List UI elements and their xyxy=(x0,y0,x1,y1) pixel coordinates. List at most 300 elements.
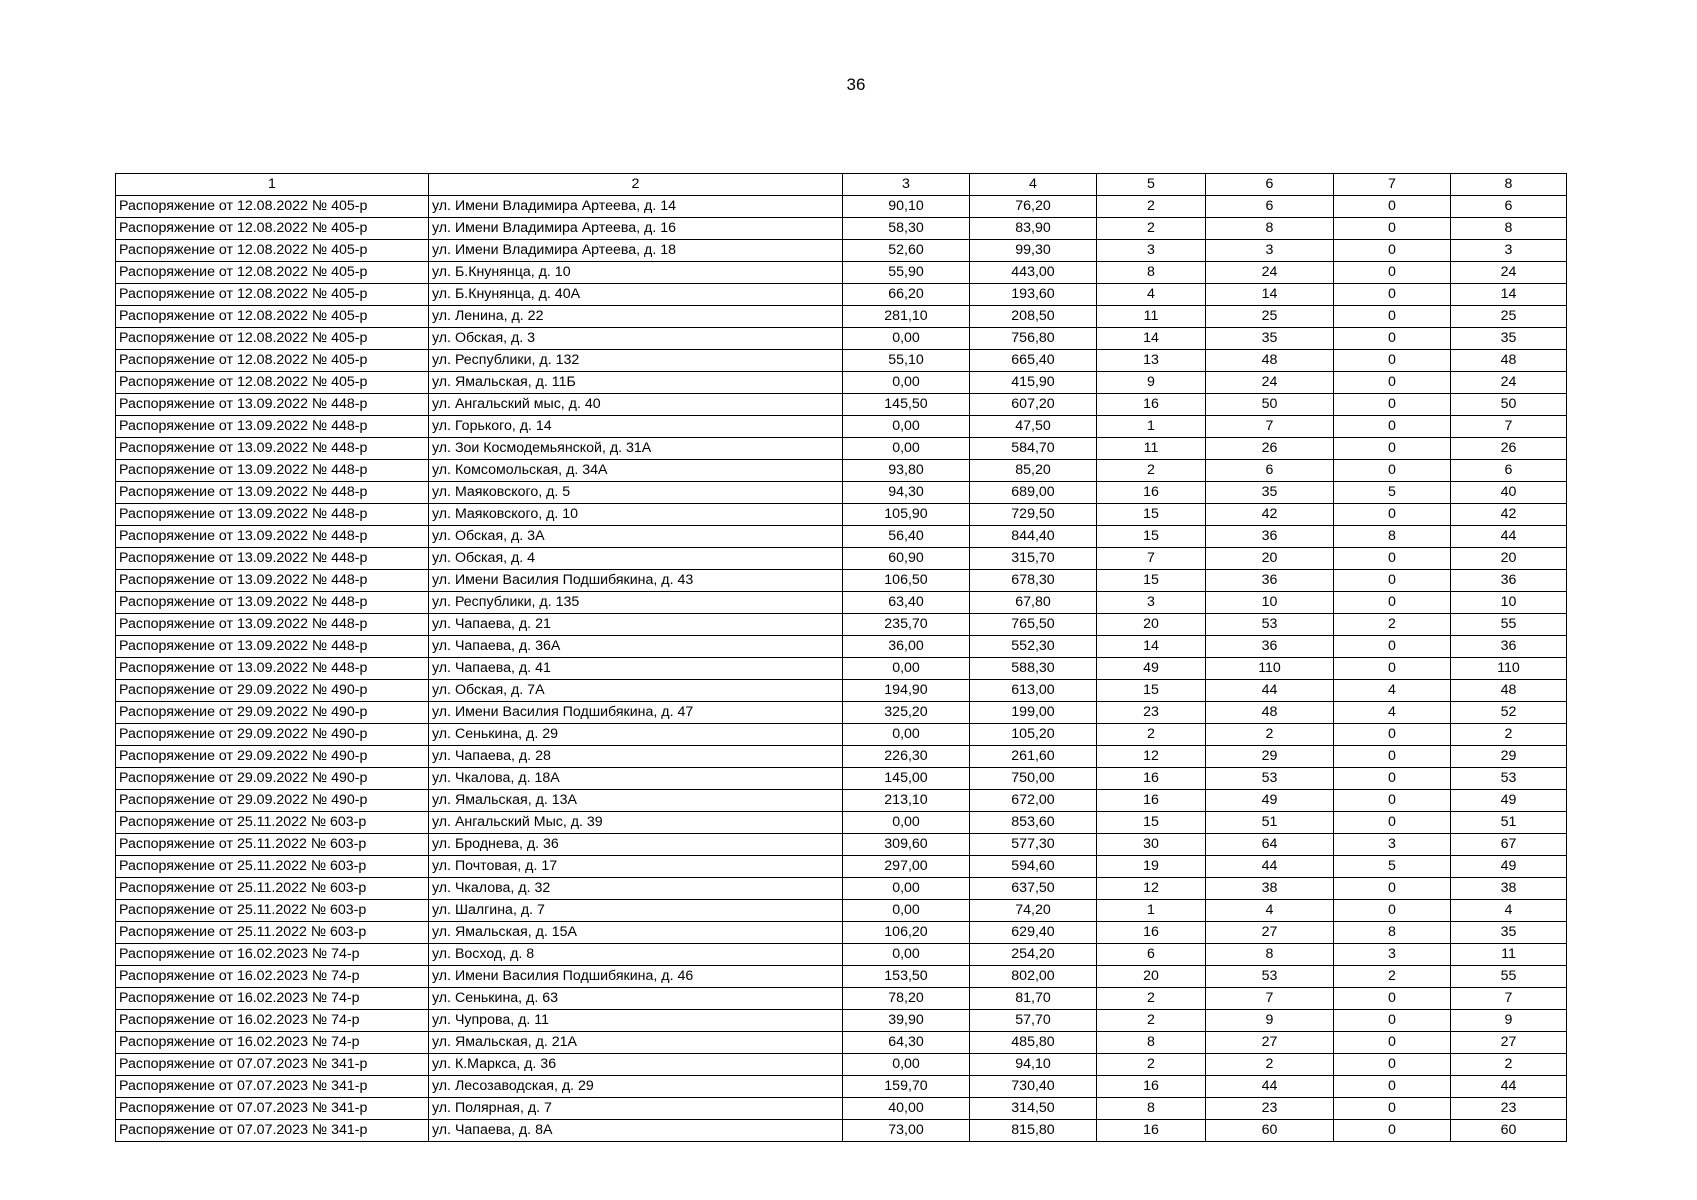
value-cell-7: 4 xyxy=(1334,702,1451,724)
address-cell: ул. Республики, д. 135 xyxy=(429,592,843,614)
value-cell-4: 85,20 xyxy=(970,460,1097,482)
value-cell-8: 9 xyxy=(1451,1010,1567,1032)
value-cell-7: 0 xyxy=(1334,768,1451,790)
value-cell-6: 60 xyxy=(1206,1120,1334,1142)
value-cell-8: 48 xyxy=(1451,680,1567,702)
value-cell-6: 64 xyxy=(1206,834,1334,856)
value-cell-4: 629,40 xyxy=(970,922,1097,944)
value-cell-8: 38 xyxy=(1451,878,1567,900)
document-cell: Распоряжение от 07.07.2023 № 341-р xyxy=(116,1054,429,1076)
table-row xyxy=(116,1032,1567,1054)
value-cell-4: 443,00 xyxy=(970,262,1097,284)
value-cell-7: 0 xyxy=(1334,306,1451,328)
value-cell-7: 0 xyxy=(1334,372,1451,394)
document-cell: Распоряжение от 29.09.2022 № 490-р xyxy=(116,680,429,702)
value-cell-4: 99,30 xyxy=(970,240,1097,262)
value-cell-5: 15 xyxy=(1097,504,1206,526)
column-header: 4 xyxy=(970,174,1097,196)
value-cell-6: 23 xyxy=(1206,1098,1334,1120)
column-header: 1 xyxy=(116,174,429,196)
document-cell: Распоряжение от 29.09.2022 № 490-р xyxy=(116,702,429,724)
document-cell: Распоряжение от 16.02.2023 № 74-р xyxy=(116,944,429,966)
document-cell: Распоряжение от 25.11.2022 № 603-р xyxy=(116,812,429,834)
value-cell-7: 0 xyxy=(1334,1120,1451,1142)
value-cell-4: 47,50 xyxy=(970,416,1097,438)
document-cell: Распоряжение от 13.09.2022 № 448-р xyxy=(116,460,429,482)
value-cell-8: 60 xyxy=(1451,1120,1567,1142)
address-cell: ул. Горького, д. 14 xyxy=(429,416,843,438)
value-cell-5: 11 xyxy=(1097,438,1206,460)
value-cell-4: 314,50 xyxy=(970,1098,1097,1120)
value-cell-6: 6 xyxy=(1206,196,1334,218)
document-cell: Распоряжение от 13.09.2022 № 448-р xyxy=(116,504,429,526)
address-cell: ул. Имени Василия Подшибякина, д. 46 xyxy=(429,966,843,988)
value-cell-5: 8 xyxy=(1097,262,1206,284)
value-cell-6: 10 xyxy=(1206,592,1334,614)
table-row xyxy=(116,570,1567,592)
table-row xyxy=(116,1054,1567,1076)
value-cell-5: 8 xyxy=(1097,1098,1206,1120)
value-cell-7: 0 xyxy=(1334,790,1451,812)
table-row xyxy=(116,1120,1567,1142)
address-cell: ул. Обская, д. 3 xyxy=(429,328,843,350)
table-header-row xyxy=(116,174,1567,196)
value-cell-6: 42 xyxy=(1206,504,1334,526)
value-cell-7: 0 xyxy=(1334,636,1451,658)
document-cell: Распоряжение от 12.08.2022 № 405-р xyxy=(116,350,429,372)
value-cell-8: 6 xyxy=(1451,460,1567,482)
value-cell-7: 0 xyxy=(1334,658,1451,680)
value-cell-4: 815,80 xyxy=(970,1120,1097,1142)
table-row xyxy=(116,1076,1567,1098)
value-cell-7: 0 xyxy=(1334,350,1451,372)
table-row xyxy=(116,834,1567,856)
table-row xyxy=(116,526,1567,548)
value-cell-6: 50 xyxy=(1206,394,1334,416)
address-cell: ул. Обская, д. 4 xyxy=(429,548,843,570)
value-cell-6: 7 xyxy=(1206,988,1334,1010)
document-cell: Распоряжение от 13.09.2022 № 448-р xyxy=(116,482,429,504)
value-cell-8: 24 xyxy=(1451,262,1567,284)
document-cell: Распоряжение от 12.08.2022 № 405-р xyxy=(116,262,429,284)
value-cell-3: 90,10 xyxy=(843,196,970,218)
value-cell-3: 94,30 xyxy=(843,482,970,504)
value-cell-4: 254,20 xyxy=(970,944,1097,966)
value-cell-6: 27 xyxy=(1206,922,1334,944)
value-cell-8: 2 xyxy=(1451,1054,1567,1076)
value-cell-4: 588,30 xyxy=(970,658,1097,680)
value-cell-7: 8 xyxy=(1334,922,1451,944)
value-cell-5: 1 xyxy=(1097,900,1206,922)
address-cell: ул. Сенькина, д. 29 xyxy=(429,724,843,746)
value-cell-4: 74,20 xyxy=(970,900,1097,922)
value-cell-6: 9 xyxy=(1206,1010,1334,1032)
value-cell-8: 7 xyxy=(1451,988,1567,1010)
value-cell-6: 36 xyxy=(1206,636,1334,658)
document-cell: Распоряжение от 13.09.2022 № 448-р xyxy=(116,658,429,680)
value-cell-3: 0,00 xyxy=(843,1054,970,1076)
document-cell: Распоряжение от 29.09.2022 № 490-р xyxy=(116,790,429,812)
value-cell-8: 11 xyxy=(1451,944,1567,966)
address-cell: ул. Полярная, д. 7 xyxy=(429,1098,843,1120)
address-cell: ул. Имени Владимира Артеева, д. 16 xyxy=(429,218,843,240)
table-row xyxy=(116,988,1567,1010)
value-cell-6: 14 xyxy=(1206,284,1334,306)
value-cell-5: 20 xyxy=(1097,614,1206,636)
value-cell-3: 297,00 xyxy=(843,856,970,878)
address-cell: ул. Чапаева, д. 36А xyxy=(429,636,843,658)
value-cell-5: 15 xyxy=(1097,680,1206,702)
value-cell-3: 0,00 xyxy=(843,416,970,438)
value-cell-4: 613,00 xyxy=(970,680,1097,702)
table-row xyxy=(116,504,1567,526)
value-cell-5: 2 xyxy=(1097,460,1206,482)
table-row xyxy=(116,460,1567,482)
value-cell-4: 67,80 xyxy=(970,592,1097,614)
value-cell-7: 3 xyxy=(1334,944,1451,966)
table-row xyxy=(116,922,1567,944)
address-cell: ул. Маяковского, д. 10 xyxy=(429,504,843,526)
value-cell-3: 40,00 xyxy=(843,1098,970,1120)
value-cell-4: 678,30 xyxy=(970,570,1097,592)
value-cell-7: 0 xyxy=(1334,1076,1451,1098)
value-cell-4: 57,70 xyxy=(970,1010,1097,1032)
value-cell-5: 49 xyxy=(1097,658,1206,680)
table-row xyxy=(116,262,1567,284)
value-cell-5: 19 xyxy=(1097,856,1206,878)
value-cell-7: 0 xyxy=(1334,460,1451,482)
value-cell-5: 3 xyxy=(1097,592,1206,614)
value-cell-8: 53 xyxy=(1451,768,1567,790)
value-cell-8: 36 xyxy=(1451,636,1567,658)
table-body xyxy=(116,196,1567,1142)
page-number: 36 xyxy=(846,75,866,94)
table-row xyxy=(116,350,1567,372)
value-cell-7: 0 xyxy=(1334,1032,1451,1054)
table-row xyxy=(116,636,1567,658)
address-cell: ул. Республики, д. 132 xyxy=(429,350,843,372)
data-table xyxy=(115,173,1567,1142)
value-cell-3: 93,80 xyxy=(843,460,970,482)
value-cell-8: 36 xyxy=(1451,570,1567,592)
table-row xyxy=(116,658,1567,680)
document-cell: Распоряжение от 29.09.2022 № 490-р xyxy=(116,768,429,790)
value-cell-6: 24 xyxy=(1206,372,1334,394)
value-cell-3: 0,00 xyxy=(843,724,970,746)
address-cell: ул. Ямальская, д. 13А xyxy=(429,790,843,812)
value-cell-6: 53 xyxy=(1206,768,1334,790)
value-cell-4: 637,50 xyxy=(970,878,1097,900)
value-cell-4: 594,60 xyxy=(970,856,1097,878)
value-cell-6: 6 xyxy=(1206,460,1334,482)
value-cell-5: 6 xyxy=(1097,944,1206,966)
value-cell-8: 49 xyxy=(1451,856,1567,878)
value-cell-7: 8 xyxy=(1334,526,1451,548)
address-cell: ул. Чапаева, д. 28 xyxy=(429,746,843,768)
value-cell-5: 16 xyxy=(1097,1076,1206,1098)
table-row xyxy=(116,196,1567,218)
value-cell-8: 24 xyxy=(1451,372,1567,394)
value-cell-5: 15 xyxy=(1097,570,1206,592)
value-cell-7: 0 xyxy=(1334,196,1451,218)
value-cell-4: 729,50 xyxy=(970,504,1097,526)
address-cell: ул. Чупрова, д. 11 xyxy=(429,1010,843,1032)
value-cell-3: 63,40 xyxy=(843,592,970,614)
value-cell-8: 110 xyxy=(1451,658,1567,680)
value-cell-4: 802,00 xyxy=(970,966,1097,988)
value-cell-5: 13 xyxy=(1097,350,1206,372)
value-cell-4: 83,90 xyxy=(970,218,1097,240)
value-cell-3: 0,00 xyxy=(843,878,970,900)
table-row xyxy=(116,218,1567,240)
column-header: 3 xyxy=(843,174,970,196)
value-cell-3: 60,90 xyxy=(843,548,970,570)
value-cell-6: 2 xyxy=(1206,1054,1334,1076)
address-cell: ул. Ангальский мыс, д. 40 xyxy=(429,394,843,416)
table-row xyxy=(116,416,1567,438)
value-cell-7: 0 xyxy=(1334,416,1451,438)
value-cell-8: 23 xyxy=(1451,1098,1567,1120)
value-cell-6: 38 xyxy=(1206,878,1334,900)
value-cell-6: 4 xyxy=(1206,900,1334,922)
value-cell-8: 14 xyxy=(1451,284,1567,306)
table-row xyxy=(116,1098,1567,1120)
value-cell-4: 415,90 xyxy=(970,372,1097,394)
value-cell-4: 672,00 xyxy=(970,790,1097,812)
value-cell-3: 105,90 xyxy=(843,504,970,526)
address-cell: ул. Комсомольская, д. 34А xyxy=(429,460,843,482)
table-row xyxy=(116,944,1567,966)
value-cell-3: 325,20 xyxy=(843,702,970,724)
value-cell-6: 20 xyxy=(1206,548,1334,570)
document-cell: Распоряжение от 12.08.2022 № 405-р xyxy=(116,372,429,394)
value-cell-5: 20 xyxy=(1097,966,1206,988)
document-cell: Распоряжение от 16.02.2023 № 74-р xyxy=(116,988,429,1010)
value-cell-7: 0 xyxy=(1334,262,1451,284)
document-cell: Распоряжение от 07.07.2023 № 341-р xyxy=(116,1076,429,1098)
document-cell: Распоряжение от 13.09.2022 № 448-р xyxy=(116,438,429,460)
value-cell-7: 0 xyxy=(1334,570,1451,592)
document-cell: Распоряжение от 12.08.2022 № 405-р xyxy=(116,306,429,328)
value-cell-3: 36,00 xyxy=(843,636,970,658)
value-cell-4: 844,40 xyxy=(970,526,1097,548)
table-row xyxy=(116,438,1567,460)
value-cell-4: 105,20 xyxy=(970,724,1097,746)
address-cell: ул. Лесозаводская, д. 29 xyxy=(429,1076,843,1098)
value-cell-3: 0,00 xyxy=(843,944,970,966)
value-cell-8: 6 xyxy=(1451,196,1567,218)
table-row xyxy=(116,372,1567,394)
column-header: 8 xyxy=(1451,174,1567,196)
value-cell-5: 4 xyxy=(1097,284,1206,306)
address-cell: ул. Почтовая, д. 17 xyxy=(429,856,843,878)
value-cell-4: 607,20 xyxy=(970,394,1097,416)
table-row xyxy=(116,394,1567,416)
value-cell-5: 12 xyxy=(1097,878,1206,900)
document-cell: Распоряжение от 16.02.2023 № 74-р xyxy=(116,1010,429,1032)
table-row xyxy=(116,284,1567,306)
table-row xyxy=(116,790,1567,812)
value-cell-5: 15 xyxy=(1097,812,1206,834)
value-cell-6: 24 xyxy=(1206,262,1334,284)
table-row xyxy=(116,746,1567,768)
document-cell: Распоряжение от 25.11.2022 № 603-р xyxy=(116,834,429,856)
document-cell: Распоряжение от 29.09.2022 № 490-р xyxy=(116,746,429,768)
value-cell-7: 0 xyxy=(1334,284,1451,306)
value-cell-3: 0,00 xyxy=(843,658,970,680)
value-cell-4: 199,00 xyxy=(970,702,1097,724)
value-cell-3: 0,00 xyxy=(843,812,970,834)
value-cell-8: 8 xyxy=(1451,218,1567,240)
value-cell-6: 44 xyxy=(1206,680,1334,702)
value-cell-7: 0 xyxy=(1334,1010,1451,1032)
address-cell: ул. Ленина, д. 22 xyxy=(429,306,843,328)
value-cell-3: 106,20 xyxy=(843,922,970,944)
value-cell-3: 281,10 xyxy=(843,306,970,328)
value-cell-5: 2 xyxy=(1097,988,1206,1010)
value-cell-5: 15 xyxy=(1097,526,1206,548)
address-cell: ул. Восход, д. 8 xyxy=(429,944,843,966)
value-cell-4: 208,50 xyxy=(970,306,1097,328)
document-cell: Распоряжение от 12.08.2022 № 405-р xyxy=(116,196,429,218)
value-cell-8: 35 xyxy=(1451,328,1567,350)
address-cell: ул. Б.Кнунянца, д. 40А xyxy=(429,284,843,306)
value-cell-3: 159,70 xyxy=(843,1076,970,1098)
value-cell-4: 315,70 xyxy=(970,548,1097,570)
value-cell-8: 25 xyxy=(1451,306,1567,328)
document-cell: Распоряжение от 13.09.2022 № 448-р xyxy=(116,548,429,570)
document-cell: Распоряжение от 12.08.2022 № 405-р xyxy=(116,218,429,240)
value-cell-3: 194,90 xyxy=(843,680,970,702)
value-cell-6: 29 xyxy=(1206,746,1334,768)
table-row xyxy=(116,900,1567,922)
value-cell-4: 665,40 xyxy=(970,350,1097,372)
document-cell: Распоряжение от 25.11.2022 № 603-р xyxy=(116,856,429,878)
value-cell-3: 64,30 xyxy=(843,1032,970,1054)
address-cell: ул. Ямальская, д. 15А xyxy=(429,922,843,944)
value-cell-3: 145,50 xyxy=(843,394,970,416)
value-cell-8: 2 xyxy=(1451,724,1567,746)
value-cell-5: 23 xyxy=(1097,702,1206,724)
value-cell-4: 750,00 xyxy=(970,768,1097,790)
value-cell-4: 756,80 xyxy=(970,328,1097,350)
table-row xyxy=(116,240,1567,262)
value-cell-5: 14 xyxy=(1097,636,1206,658)
value-cell-6: 8 xyxy=(1206,218,1334,240)
document-cell: Распоряжение от 13.09.2022 № 448-р xyxy=(116,614,429,636)
document-cell: Распоряжение от 13.09.2022 № 448-р xyxy=(116,394,429,416)
value-cell-3: 73,00 xyxy=(843,1120,970,1142)
value-cell-7: 0 xyxy=(1334,394,1451,416)
value-cell-3: 153,50 xyxy=(843,966,970,988)
value-cell-4: 577,30 xyxy=(970,834,1097,856)
table-row xyxy=(116,548,1567,570)
value-cell-7: 0 xyxy=(1334,900,1451,922)
value-cell-3: 58,30 xyxy=(843,218,970,240)
value-cell-7: 3 xyxy=(1334,834,1451,856)
table-row xyxy=(116,724,1567,746)
table-row xyxy=(116,856,1567,878)
value-cell-6: 49 xyxy=(1206,790,1334,812)
table-row xyxy=(116,328,1567,350)
value-cell-5: 16 xyxy=(1097,482,1206,504)
address-cell: ул. Ангальский Мыс, д. 39 xyxy=(429,812,843,834)
table-row xyxy=(116,878,1567,900)
value-cell-3: 106,50 xyxy=(843,570,970,592)
value-cell-5: 2 xyxy=(1097,1054,1206,1076)
address-cell: ул. Чкалова, д. 32 xyxy=(429,878,843,900)
value-cell-6: 44 xyxy=(1206,1076,1334,1098)
value-cell-6: 48 xyxy=(1206,702,1334,724)
table-row xyxy=(116,680,1567,702)
table-row xyxy=(116,966,1567,988)
column-header: 6 xyxy=(1206,174,1334,196)
document-cell: Распоряжение от 16.02.2023 № 74-р xyxy=(116,1032,429,1054)
value-cell-5: 8 xyxy=(1097,1032,1206,1054)
table-row xyxy=(116,702,1567,724)
value-cell-8: 55 xyxy=(1451,614,1567,636)
value-cell-3: 309,60 xyxy=(843,834,970,856)
value-cell-7: 0 xyxy=(1334,724,1451,746)
value-cell-3: 52,60 xyxy=(843,240,970,262)
value-cell-4: 584,70 xyxy=(970,438,1097,460)
value-cell-3: 145,00 xyxy=(843,768,970,790)
value-cell-7: 0 xyxy=(1334,1054,1451,1076)
value-cell-7: 0 xyxy=(1334,1098,1451,1120)
value-cell-8: 35 xyxy=(1451,922,1567,944)
document-cell: Распоряжение от 13.09.2022 № 448-р xyxy=(116,636,429,658)
value-cell-8: 26 xyxy=(1451,438,1567,460)
address-cell: ул. Шалгина, д. 7 xyxy=(429,900,843,922)
value-cell-6: 8 xyxy=(1206,944,1334,966)
value-cell-6: 48 xyxy=(1206,350,1334,372)
address-cell: ул. Ямальская, д. 21А xyxy=(429,1032,843,1054)
document-cell: Распоряжение от 13.09.2022 № 448-р xyxy=(116,416,429,438)
value-cell-6: 2 xyxy=(1206,724,1334,746)
value-cell-3: 55,10 xyxy=(843,350,970,372)
value-cell-5: 1 xyxy=(1097,416,1206,438)
value-cell-4: 81,70 xyxy=(970,988,1097,1010)
value-cell-5: 14 xyxy=(1097,328,1206,350)
value-cell-6: 35 xyxy=(1206,482,1334,504)
address-cell: ул. Чапаева, д. 8А xyxy=(429,1120,843,1142)
document-cell: Распоряжение от 29.09.2022 № 490-р xyxy=(116,724,429,746)
value-cell-8: 44 xyxy=(1451,526,1567,548)
value-cell-4: 730,40 xyxy=(970,1076,1097,1098)
value-cell-6: 7 xyxy=(1206,416,1334,438)
document-cell: Распоряжение от 25.11.2022 № 603-р xyxy=(116,900,429,922)
table-row xyxy=(116,812,1567,834)
value-cell-7: 2 xyxy=(1334,966,1451,988)
value-cell-7: 0 xyxy=(1334,812,1451,834)
address-cell: ул. Ямальская, д. 11Б xyxy=(429,372,843,394)
value-cell-6: 36 xyxy=(1206,570,1334,592)
address-cell: ул. Имени Владимира Артеева, д. 18 xyxy=(429,240,843,262)
value-cell-8: 49 xyxy=(1451,790,1567,812)
value-cell-7: 4 xyxy=(1334,680,1451,702)
value-cell-8: 48 xyxy=(1451,350,1567,372)
table-row xyxy=(116,482,1567,504)
address-cell: ул. Имени Василия Подшибякина, д. 43 xyxy=(429,570,843,592)
document-cell: Распоряжение от 25.11.2022 № 603-р xyxy=(116,922,429,944)
document-cell: Распоряжение от 12.08.2022 № 405-р xyxy=(116,240,429,262)
value-cell-3: 235,70 xyxy=(843,614,970,636)
address-cell: ул. Чапаева, д. 21 xyxy=(429,614,843,636)
column-header: 2 xyxy=(429,174,843,196)
value-cell-7: 0 xyxy=(1334,240,1451,262)
value-cell-6: 26 xyxy=(1206,438,1334,460)
value-cell-4: 261,60 xyxy=(970,746,1097,768)
